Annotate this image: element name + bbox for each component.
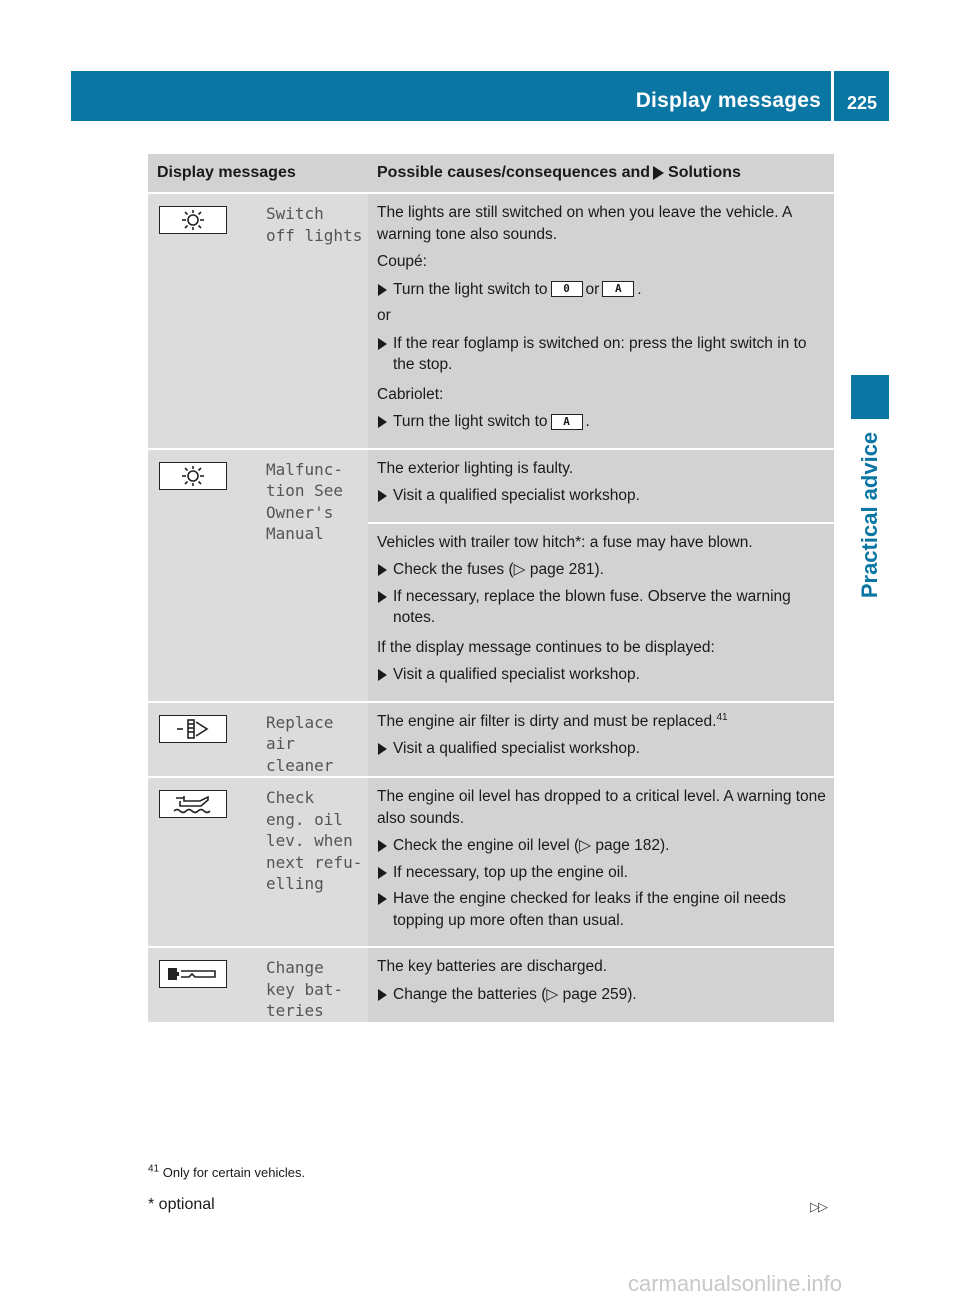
- light-switch-0-key: 0: [551, 281, 583, 297]
- solution-step: If necessary, replace the blown fuse. Observe the warning notes.: [377, 586, 828, 629]
- message-cell: [258, 947, 368, 1022]
- icon-cell: [148, 702, 258, 778]
- icon-cell: [148, 193, 258, 449]
- header-display-messages: Display messages: [148, 154, 368, 193]
- solution-step: Visit a qualified specialist workshop.: [377, 738, 828, 760]
- display-message-text: Replace air cleaner: [266, 712, 334, 775]
- cause-text: [377, 711, 828, 733]
- light-switch-auto-key: A: [551, 414, 583, 430]
- or-text: or: [377, 307, 391, 324]
- solution-arrow-icon: [653, 166, 664, 180]
- solution-step: If the rear foglamp is switched on: press the light switch in to the stop.: [377, 333, 828, 376]
- display-messages-table: [148, 154, 834, 1022]
- step-text: Turn the light switch to: [393, 280, 548, 298]
- optional-note: * optional: [148, 1196, 215, 1213]
- solution-step: Have the engine checked for leaks if the engine oil needs topping up more often than usual.: [377, 888, 828, 931]
- icon-cell: [148, 449, 258, 702]
- display-message-text: Switch off lights: [266, 204, 363, 245]
- message-cell: [258, 777, 368, 947]
- side-tab-marker: [851, 375, 889, 419]
- icon-cell: [148, 777, 258, 947]
- header-divider: [831, 71, 834, 121]
- header-solutions-label: Solutions: [668, 164, 741, 181]
- continue-arrows-icon: ▷▷: [810, 1199, 826, 1214]
- cause-text: The key batteries are discharged.: [377, 958, 608, 975]
- air-filter-icon: [159, 715, 227, 743]
- side-tab-label: Practical advice: [857, 431, 882, 599]
- cause-text: If the display message continues to be displayed:: [377, 638, 715, 656]
- solution-step: If necessary, top up the engine oil.: [377, 862, 828, 884]
- cause-text: The engine oil level has dropped to a critical level. A warning tone also sounds.: [377, 788, 826, 827]
- solution-step: Check the engine oil level (▷ page 182).: [377, 835, 828, 857]
- footnote: [148, 1165, 305, 1180]
- table-row: [148, 947, 834, 1022]
- message-cell: [258, 702, 368, 778]
- solution-cell: [368, 702, 834, 778]
- key-battery-icon: [159, 960, 227, 988]
- solution-step: Change the batteries (▷ page 259).: [377, 984, 828, 1006]
- table-row: [148, 193, 834, 449]
- watermark: carmanualsonline.info: [628, 1271, 843, 1296]
- solution-step: Check the fuses (▷ page 281).: [377, 559, 828, 581]
- display-message-text: Change key bat‑ teries: [266, 958, 344, 1020]
- table-header-row: [148, 154, 834, 193]
- table-row: [148, 777, 834, 947]
- footnote-number: 41: [148, 1163, 160, 1175]
- page-number: 225: [846, 93, 877, 113]
- step-text: Turn the light switch to: [393, 413, 548, 430]
- model-label: Coupé:: [377, 253, 427, 270]
- display-message-text: Malfunc‑ tion See Owner's Manual: [266, 459, 344, 543]
- table-row: [148, 702, 834, 778]
- header-causes-label: Possible causes/consequences and: [377, 164, 651, 181]
- step-text: or: [585, 280, 600, 298]
- cause-text: The exterior lighting is faulty.: [377, 459, 574, 477]
- footnote-text: Only for certain vehicles.: [162, 1165, 306, 1180]
- table-row: [148, 449, 834, 702]
- header-causes-solutions: [368, 154, 834, 193]
- solution-cell: [368, 449, 834, 702]
- solution-cell: [368, 947, 834, 1022]
- solution-step: [377, 411, 828, 433]
- display-message-text: Check eng. oil lev. when next refu‑ elling: [266, 788, 363, 893]
- solution-step: Visit a qualified specialist workshop.: [377, 664, 828, 686]
- cause-text: Vehicles with trailer tow hitch*: a fuse may have blown.: [377, 533, 753, 551]
- solution-cell: [368, 193, 834, 449]
- page-title: Display messages: [635, 89, 821, 112]
- light-switch-auto-key: A: [602, 281, 634, 297]
- oil-can-icon: [159, 790, 227, 818]
- cause-text: The lights are still switched on when you leave the vehicle. A warning tone also sounds.: [377, 204, 792, 243]
- solution-cell: [368, 777, 834, 947]
- exterior-light-icon: [159, 462, 227, 490]
- solution-step: Visit a qualified specialist workshop.: [377, 485, 828, 507]
- model-label: Cabriolet:: [377, 385, 444, 403]
- message-cell: [258, 193, 368, 449]
- step-text: .: [637, 280, 642, 298]
- solution-step: [377, 279, 828, 301]
- message-cell: [258, 449, 368, 702]
- footnote-ref: 41: [716, 711, 728, 723]
- cause-text-main: The engine air filter is dirty and must be replaced.: [377, 712, 717, 730]
- header-bar: [71, 71, 889, 121]
- exterior-light-icon: [159, 206, 227, 234]
- step-text: .: [585, 413, 590, 430]
- icon-cell: [148, 947, 258, 1022]
